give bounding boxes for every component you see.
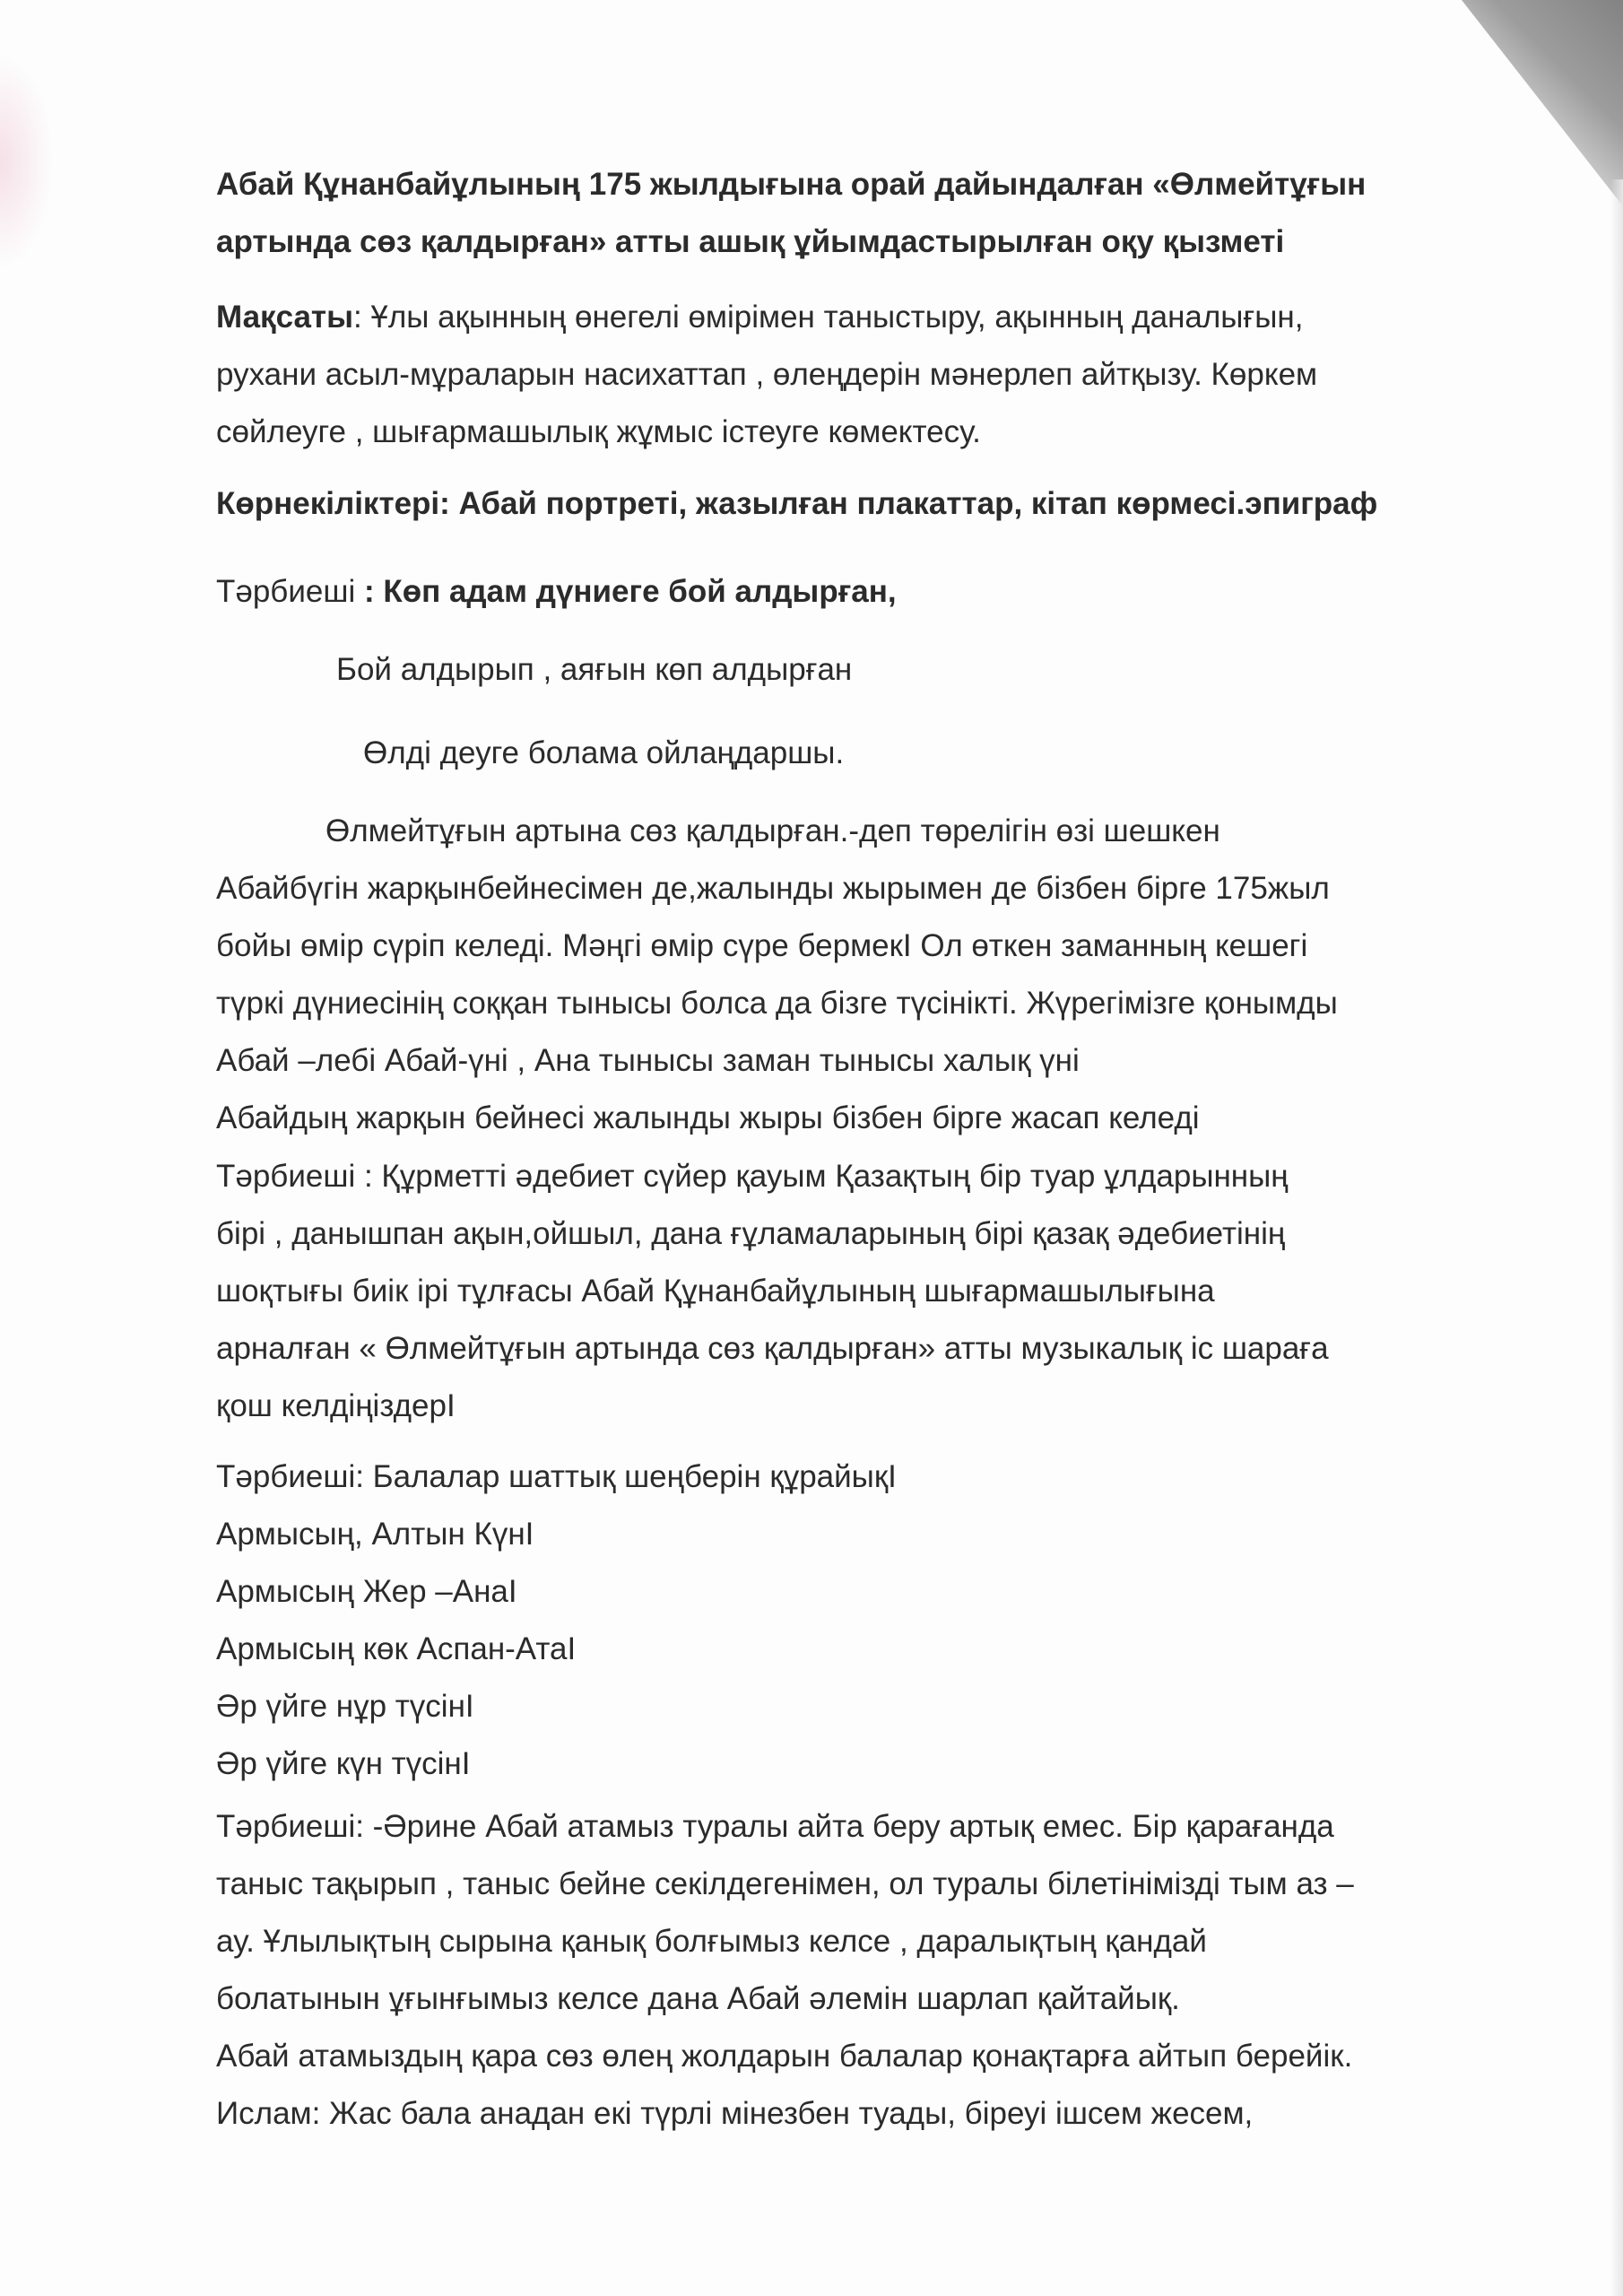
body-line: түркі дүниесінің соққан тынысы болса да бізге түсінікті. Жүрегімізге қонымды	[216, 986, 1338, 1021]
body-line: бойы өмір сүріп келеді. Мәңгі өмір сүре бермекІ Ол өткен заманның кешегі	[216, 928, 1308, 963]
body-line: арналған « Өлмейтұғын артында сөз қалдырған» атты музыкалық іс шараға	[216, 1331, 1329, 1366]
speaker-label: Тәрбиеші	[216, 574, 356, 609]
body-line: шоқтығы биік ірі тұлғасы Абай Құнанбайұлының шығармашылығына	[216, 1274, 1215, 1309]
epigraph-line: : Көп адам дүниеге бой алдырған,	[355, 574, 897, 609]
body-paragraph	[216, 803, 1507, 1147]
goal-paragraph	[216, 289, 1507, 461]
greeting-line: Әр үйге күн түсінІ	[216, 1746, 471, 1781]
title-line: артында сөз қалдырған» атты ашық ұйымдастырылған оқу қызметі	[216, 224, 1285, 259]
body-line: Ислам: Жас бала анадан екі түрлі мінезбен туады, біреуі ішсем жесем,	[216, 2096, 1254, 2131]
body-line: Абайдың жарқын бейнесі жалынды жыры бізбен бірге жасап келеді	[216, 1100, 1200, 1135]
body-line: ау. Ұлылықтың сырына қанық болғымыз келсе , даралықтың қандай	[216, 1924, 1207, 1959]
body-line: Абайбүгін жарқынбейнесімен де,жалынды жырымен де бізбен бірге 175жыл	[216, 871, 1330, 906]
goal-line: рухани асыл-мұраларын насихаттап , өлеңдерін мәнерлеп айтқызу. Көркем	[216, 357, 1318, 392]
body-line: бірі , данышпан ақын,ойшыл, дана ғұламаларының бірі қазақ әдебиетінің	[216, 1216, 1286, 1251]
poem-line: Өлді деуге болама ойлаңдаршы.	[363, 735, 845, 770]
body-line: Абай атамыздың қара сөз өлең жолдарын балалар қонақтарға айтып берейік.	[216, 2039, 1353, 2074]
goal-label: Мақсаты	[216, 300, 353, 335]
body-line: таныс тақырып , таныс бейне секілдегенімен, ол туралы білетініміздi тым аз –	[216, 1866, 1354, 1901]
teacher-paragraph-3	[216, 1448, 1507, 1793]
teacher-paragraph-2	[216, 1148, 1507, 1435]
visual-aids: Көрнекіліктері: Абай портреті, жазылған плакаттар, кітап көрмесі.эпиграф	[216, 486, 1378, 521]
goal-line	[216, 289, 1507, 346]
teacher-intro	[216, 563, 1507, 621]
document-title	[216, 156, 1507, 271]
goal-text: : Ұлы ақынның өнегелі өмірімен таныстыру, ақынның даналығын,	[352, 300, 1304, 335]
poem-line: Бой алдырып , аяғын көп алдырған	[336, 652, 853, 687]
teacher-paragraph-4	[216, 1798, 1507, 2143]
body-line: Тәрбиеші: -Әрине Абай атамыз туралы айта беру артық емес. Бір қарағанда	[216, 1809, 1334, 1844]
scan-smudge	[0, 54, 54, 269]
title-line: Абай Құнанбайұлының 175 жылдығына орай дайындалған «Өлмейтұғын	[216, 167, 1367, 202]
body-line: Тәрбиеші : Құрметті әдебиет сүйер қауым Қазақтың бір туар ұлдарынның	[216, 1159, 1289, 1194]
goal-line: сөйлеуге , шығармашылық жұмыс істеуге көмектесу.	[216, 414, 981, 449]
body-line: Абай –лебі Абай-үні , Ана тынысы заман тынысы халық үні	[216, 1043, 1080, 1078]
greeting-line: Әр үйге нұр түсінІ	[216, 1689, 474, 1724]
greeting-line: Армысың, Алтын КүнІ	[216, 1517, 534, 1552]
page-edge-shadow	[1610, 179, 1623, 2296]
body-line: болатынын ұғынғымыз келсе дана Абай әлемін шарлап қайтайық.	[216, 1981, 1180, 2016]
body-line: қош келдіңіздерІ	[216, 1388, 456, 1423]
greeting-line: Армысың Жер –АнаІ	[216, 1574, 517, 1609]
body-line: Тәрбиеші: Балалар шаттық шеңберін құрайықІ	[216, 1459, 897, 1494]
body-line: Өлмейтұғын артына сөз қалдырған.-деп төрелігін өзі шешкен	[325, 813, 1220, 848]
greeting-line: Армысың көк Аспан-АтаІ	[216, 1631, 577, 1666]
